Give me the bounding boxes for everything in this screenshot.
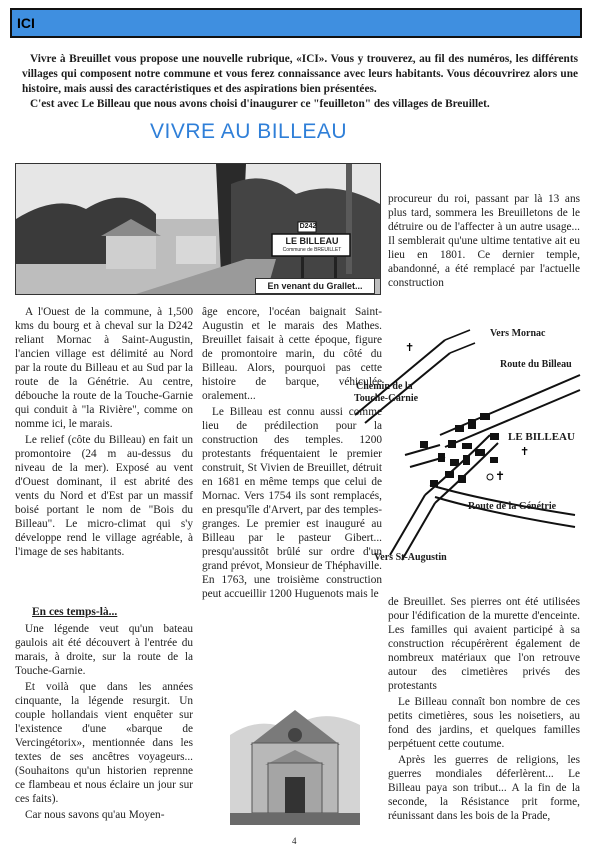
column-1 [15, 305, 193, 561]
map-marker [487, 474, 493, 480]
map-label-route-billeau: Route du Billeau [500, 359, 572, 370]
photo-caption: En venant du Grallet... [255, 278, 375, 294]
column-3-continued [388, 595, 580, 825]
col2-paragraph-2: Le Billeau est connu aussi comme lieu de prédilection pour la construction des temples. 1200 protestants fréquentaient le premier construit, St Vivien de Breuillet, détruit en 1681 en même temps que celui de Mornac. Vers 1754 ils sont remplacés, en presqu'île d'Arvert, par des temples-granges. Le premier est inauguré au Billeau par le pasteur Gibert... presqu'aussitôt brûlé sur ordre d'un grand prévot, Monsieur de Théphaville. En 1763, une troisième construction peut accueillir 1200 Huguenots mais le [202, 406, 382, 600]
cross-symbol-2: ✝ [520, 446, 530, 458]
church-illustration [230, 695, 360, 825]
col2-paragraph-1: âge encore, l'océan baignait Saint-Augustin et le marais des Mathes. Breuillet faisait à cette époque, figure de promontoire marin, du côté du Billeau. Alors, pourquoi pas cette histoire de barque, véhiculée oralement... [202, 306, 382, 402]
col3-paragraph-1: procureur du roi, passant par là 13 ans plus tard, sommera les Breuilletons de le détruire ou de l'affecter à un autre usage... Il semblerait qu'une ultime tentative ait eu lieu en 1801. Ce dernier temple, abandonné, a été remplacé par l'actuelle construction [388, 193, 580, 289]
map-label-chemin-2: Touche-Garnie [354, 393, 419, 404]
col3b-paragraph-3: Après les guerres de religions, les guerres mondiales déferlèrent... Le Billeau paya son tribut... A la fin de la seconde, la Résistance prit forme, réunissant dans les bois de la Prade, [388, 754, 580, 822]
map-label-generie: Route de la Génétrie [468, 501, 557, 512]
intro-text [22, 52, 578, 112]
church-photo [230, 695, 360, 825]
col1b-paragraph-1: Une légende veut qu'un bateau gaulois ait été découvert à l'entrée du marais, à droite, sur la route de la Touche-Garnie. [15, 623, 193, 677]
section-header [10, 8, 582, 38]
col1b-paragraph-3: Car nous savons qu'au Moyen- [25, 809, 165, 821]
map-label-village: LE BILLEAU [508, 431, 575, 443]
col1b-paragraph-2: Et voilà que dans les années cinquante, la légende resurgit. Un couple hollandais vient enquêter sur l'existence d'une «barque de Vercingétorix», mentionnée dans les textes de ses ancêtres voyageurs... (Souhaitons qu'un historien reprenne ce flambeau et nous éclaire un jour sur ces faits). [15, 681, 193, 805]
col1-paragraph-2: Le relief (côte du Billeau) en fait un promontoire (24 m au-dessus du niveau de la mer). Exposé au vent d'Ouest dominant, il est abrité des vents du Nord et d'Est par un massif boisé portant le nom de "Bois du Billeau". Le micro-climat qui s'y développe rend le village agréable, à l'image de ses habitants. [15, 434, 193, 558]
cross-symbol-3: ✝ [405, 342, 415, 354]
map-label-mornac: Vers Mornac [490, 328, 546, 339]
column-1-continued [15, 622, 193, 824]
section-label: ICI [17, 15, 35, 31]
page-number: 4 [292, 836, 297, 846]
map-label-chemin-1: Chemin de la [356, 381, 413, 392]
sign-commune: Commune de BREUILLET [282, 247, 342, 253]
cross-symbol: ✝ [495, 469, 506, 483]
photo-illustration [16, 164, 380, 294]
intro-paragraph-1: Vivre à Breuillet vous propose une nouvelle rubrique, «ICI». Vous y trouverez, au fil des numéros, les différents villages qui composent notre commune et vous ferez connaissance avec leurs habitants. Vous découvrirez alors une histoire, mais aussi des caractéristiques et des aspirations bien présentées. [22, 53, 578, 95]
col3b-paragraph-1: de Breuillet. Ses pierres ont été utilisées pour l'édification de la murette d'enceinte. Les familles qui avaient participé à sa construction récupérèrent également de nombreux matériaux que l'on retrouve autour des cimetières privés des protestants [388, 596, 580, 692]
article-title: VIVRE AU BILLEAU [150, 120, 348, 143]
map-drawing [350, 315, 590, 590]
intro-paragraph-2: C'est avec Le Billeau que nous avons choisi d'inaugurer ce "feuilleton" des villages de Breuillet. [30, 98, 490, 110]
col3b-paragraph-2: Le Billeau connaît bon nombre de ces petits cimetières, sous les noisetiers, au fond des jardins, et quelques familles perpétuent cette coutume. [388, 696, 580, 750]
village-map [350, 315, 590, 590]
col1-paragraph-1: A l'Ouest de la commune, à 1,500 kms du bourg et à cheval sur la D242 reliant Mornac à Saint-Augustin, l'ancien village est délimité au Nord par la route du Billeau et au Sud par la route de la Génétrie. Au centre, débouche la route de la Touche-Garnie qui conduit à "la Rivière", comme on nomme ici, le marais. [15, 306, 193, 430]
sign-road-number: D242 [299, 223, 317, 230]
village-photo [15, 163, 381, 295]
section-heading: En ces temps-là... [32, 606, 118, 618]
column-3 [388, 192, 580, 292]
map-label-augustin: Vers St-Augustin [374, 552, 447, 563]
sign-village-name: LE BILLEAU [285, 236, 339, 246]
